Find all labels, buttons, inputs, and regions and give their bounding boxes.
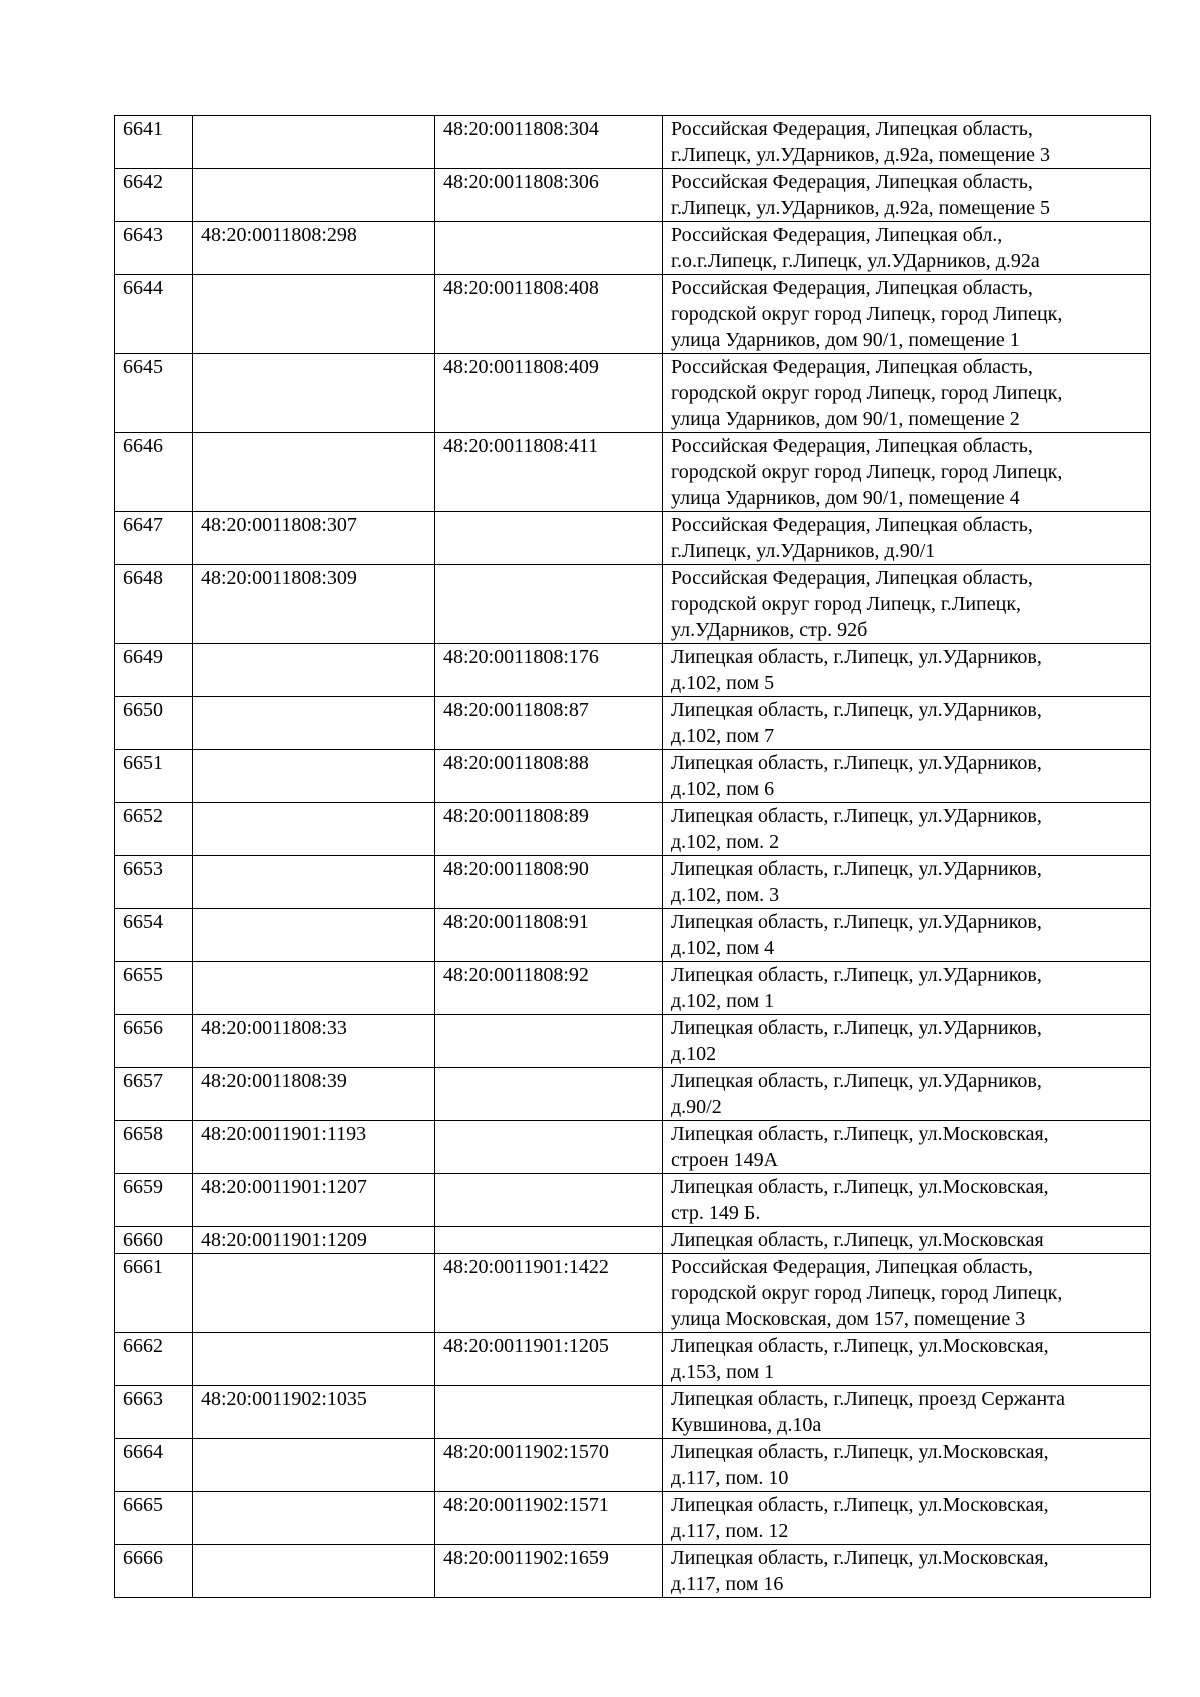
cadastral-number-cell xyxy=(193,909,435,962)
premises-cadastral-number-cell: 48:20:0011808:409 xyxy=(435,354,663,433)
row-number-cell: 6665 xyxy=(115,1492,193,1545)
address-cell: Российская Федерация, Липецкая область, г.Липецк, ул.УДарников, д.90/1 xyxy=(663,512,1151,565)
table-row xyxy=(115,512,1151,565)
cadastral-number-cell: 48:20:0011902:1035 xyxy=(193,1386,435,1439)
address-cell: Липецкая область, г.Липецк, ул.УДарников, д.102, пом 6 xyxy=(663,750,1151,803)
table-row xyxy=(115,697,1151,750)
table-row xyxy=(115,1545,1151,1598)
row-number-cell: 6658 xyxy=(115,1121,193,1174)
table-row xyxy=(115,116,1151,169)
premises-cadastral-number-cell xyxy=(435,1121,663,1174)
table-row xyxy=(115,1068,1151,1121)
address-cell: Российская Федерация, Липецкая область, г.Липецк, ул.УДарников, д.92а, помещение 3 xyxy=(663,116,1151,169)
document-page xyxy=(114,115,1150,1598)
table-row xyxy=(115,1174,1151,1227)
address-cell: Липецкая область, г.Липецк, ул.УДарников, д.102 xyxy=(663,1015,1151,1068)
address-cell: Липецкая область, г.Липецк, ул.УДарников, д.102, пом 1 xyxy=(663,962,1151,1015)
address-cell: Липецкая область, г.Липецк, ул.Московская, стр. 149 Б. xyxy=(663,1174,1151,1227)
row-number-cell: 6663 xyxy=(115,1386,193,1439)
table-row xyxy=(115,1254,1151,1333)
table-row xyxy=(115,1121,1151,1174)
address-cell: Липецкая область, г.Липецк, ул.Московская, д.117, пом 16 xyxy=(663,1545,1151,1598)
address-cell: Липецкая область, г.Липецк, ул.Московская, д.117, пом. 12 xyxy=(663,1492,1151,1545)
cadastral-number-cell xyxy=(193,275,435,354)
address-cell: Российская Федерация, Липецкая область, городской округ город Липецк, город Липецк, улица Ударников, дом 90/1, помещение 4 xyxy=(663,433,1151,512)
table-row xyxy=(115,222,1151,275)
address-cell: Липецкая область, г.Липецк, ул.УДарников, д.102, пом 5 xyxy=(663,644,1151,697)
row-number-cell: 6654 xyxy=(115,909,193,962)
row-number-cell: 6656 xyxy=(115,1015,193,1068)
table-row xyxy=(115,803,1151,856)
cadastral-number-cell xyxy=(193,354,435,433)
cadastral-number-cell xyxy=(193,644,435,697)
premises-cadastral-number-cell xyxy=(435,1386,663,1439)
row-number-cell: 6649 xyxy=(115,644,193,697)
premises-cadastral-number-cell: 48:20:0011808:88 xyxy=(435,750,663,803)
row-number-cell: 6641 xyxy=(115,116,193,169)
premises-cadastral-number-cell: 48:20:0011808:176 xyxy=(435,644,663,697)
premises-cadastral-number-cell xyxy=(435,512,663,565)
address-cell: Липецкая область, г.Липецк, проезд Сержанта Кувшинова, д.10а xyxy=(663,1386,1151,1439)
premises-cadastral-number-cell xyxy=(435,1015,663,1068)
table-row xyxy=(115,169,1151,222)
table-row xyxy=(115,962,1151,1015)
table-row xyxy=(115,1492,1151,1545)
row-number-cell: 6660 xyxy=(115,1227,193,1254)
premises-cadastral-number-cell xyxy=(435,565,663,644)
address-cell: Липецкая область, г.Липецк, ул.УДарников, д.102, пом 4 xyxy=(663,909,1151,962)
address-cell: Липецкая область, г.Липецк, ул.УДарников, д.102, пом. 2 xyxy=(663,803,1151,856)
premises-cadastral-number-cell: 48:20:0011901:1205 xyxy=(435,1333,663,1386)
cadastral-number-cell: 48:20:0011808:33 xyxy=(193,1015,435,1068)
address-cell: Липецкая область, г.Липецк, ул.Московская, д.117, пом. 10 xyxy=(663,1439,1151,1492)
cadastral-number-cell xyxy=(193,1545,435,1598)
cadastral-number-cell xyxy=(193,697,435,750)
table-body xyxy=(115,116,1151,1598)
premises-cadastral-number-cell: 48:20:0011808:91 xyxy=(435,909,663,962)
cadastral-number-cell: 48:20:0011808:39 xyxy=(193,1068,435,1121)
cadastral-number-cell xyxy=(193,750,435,803)
row-number-cell: 6651 xyxy=(115,750,193,803)
table-row xyxy=(115,1333,1151,1386)
address-cell: Липецкая область, г.Липецк, ул.УДарников, д.90/2 xyxy=(663,1068,1151,1121)
table-row xyxy=(115,1386,1151,1439)
premises-cadastral-number-cell: 48:20:0011808:89 xyxy=(435,803,663,856)
cadastral-number-cell xyxy=(193,1333,435,1386)
table-row xyxy=(115,856,1151,909)
cadastral-number-cell xyxy=(193,962,435,1015)
row-number-cell: 6643 xyxy=(115,222,193,275)
row-number-cell: 6647 xyxy=(115,512,193,565)
row-number-cell: 6646 xyxy=(115,433,193,512)
premises-cadastral-number-cell: 48:20:0011902:1570 xyxy=(435,1439,663,1492)
premises-cadastral-number-cell xyxy=(435,1227,663,1254)
row-number-cell: 6666 xyxy=(115,1545,193,1598)
table-row xyxy=(115,565,1151,644)
row-number-cell: 6648 xyxy=(115,565,193,644)
row-number-cell: 6662 xyxy=(115,1333,193,1386)
address-cell: Липецкая область, г.Липецк, ул.УДарников, д.102, пом 7 xyxy=(663,697,1151,750)
address-cell: Российская Федерация, Липецкая область, городской округ город Липецк, город Липецк, улица Московская, дом 157, помещение 3 xyxy=(663,1254,1151,1333)
cadastral-number-cell xyxy=(193,1439,435,1492)
row-number-cell: 6644 xyxy=(115,275,193,354)
premises-cadastral-number-cell: 48:20:0011902:1571 xyxy=(435,1492,663,1545)
table-row xyxy=(115,1227,1151,1254)
row-number-cell: 6645 xyxy=(115,354,193,433)
premises-cadastral-number-cell xyxy=(435,222,663,275)
address-cell: Липецкая область, г.Липецк, ул.Московская, строен 149А xyxy=(663,1121,1151,1174)
row-number-cell: 6652 xyxy=(115,803,193,856)
table-row xyxy=(115,433,1151,512)
cadastral-number-cell: 48:20:0011808:298 xyxy=(193,222,435,275)
premises-cadastral-number-cell xyxy=(435,1068,663,1121)
table-row xyxy=(115,354,1151,433)
address-cell: Российская Федерация, Липецкая область, городской округ город Липецк, город Липецк, улица Ударников, дом 90/1, помещение 1 xyxy=(663,275,1151,354)
cadastral-number-cell: 48:20:0011901:1209 xyxy=(193,1227,435,1254)
table-row xyxy=(115,750,1151,803)
cadastral-number-cell xyxy=(193,1254,435,1333)
row-number-cell: 6650 xyxy=(115,697,193,750)
address-cell: Российская Федерация, Липецкая область, городской округ город Липецк, г.Липецк, ул.УДарников, стр. 92б xyxy=(663,565,1151,644)
row-number-cell: 6642 xyxy=(115,169,193,222)
premises-cadastral-number-cell: 48:20:0011808:304 xyxy=(435,116,663,169)
cadastral-number-cell xyxy=(193,803,435,856)
address-cell: Российская Федерация, Липецкая обл., г.о.г.Липецк, г.Липецк, ул.УДарников, д.92а xyxy=(663,222,1151,275)
premises-cadastral-number-cell: 48:20:0011902:1659 xyxy=(435,1545,663,1598)
address-cell: Липецкая область, г.Липецк, ул.Московская, д.153, пом 1 xyxy=(663,1333,1151,1386)
premises-cadastral-number-cell: 48:20:0011808:90 xyxy=(435,856,663,909)
row-number-cell: 6655 xyxy=(115,962,193,1015)
cadastral-number-cell: 48:20:0011901:1193 xyxy=(193,1121,435,1174)
row-number-cell: 6661 xyxy=(115,1254,193,1333)
cadastral-number-cell: 48:20:0011808:307 xyxy=(193,512,435,565)
cadastral-number-cell xyxy=(193,433,435,512)
address-cell: Российская Федерация, Липецкая область, городской округ город Липецк, город Липецк, улица Ударников, дом 90/1, помещение 2 xyxy=(663,354,1151,433)
table-row xyxy=(115,644,1151,697)
row-number-cell: 6657 xyxy=(115,1068,193,1121)
row-number-cell: 6653 xyxy=(115,856,193,909)
premises-cadastral-number-cell xyxy=(435,1174,663,1227)
cadastral-number-cell xyxy=(193,169,435,222)
premises-cadastral-number-cell: 48:20:0011901:1422 xyxy=(435,1254,663,1333)
premises-cadastral-number-cell: 48:20:0011808:87 xyxy=(435,697,663,750)
table-row xyxy=(115,909,1151,962)
cadastral-number-cell xyxy=(193,1492,435,1545)
table-row xyxy=(115,1015,1151,1068)
address-cell: Российская Федерация, Липецкая область, г.Липецк, ул.УДарников, д.92а, помещение 5 xyxy=(663,169,1151,222)
cadastral-number-cell xyxy=(193,856,435,909)
address-cell: Липецкая область, г.Липецк, ул.УДарников, д.102, пом. 3 xyxy=(663,856,1151,909)
cadastral-number-cell: 48:20:0011808:309 xyxy=(193,565,435,644)
premises-cadastral-number-cell: 48:20:0011808:411 xyxy=(435,433,663,512)
row-number-cell: 6664 xyxy=(115,1439,193,1492)
premises-cadastral-number-cell: 48:20:0011808:306 xyxy=(435,169,663,222)
row-number-cell: 6659 xyxy=(115,1174,193,1227)
table-row xyxy=(115,1439,1151,1492)
premises-cadastral-number-cell: 48:20:0011808:408 xyxy=(435,275,663,354)
cadastral-number-cell xyxy=(193,116,435,169)
address-cell: Липецкая область, г.Липецк, ул.Московская xyxy=(663,1227,1151,1254)
property-table xyxy=(114,115,1151,1598)
cadastral-number-cell: 48:20:0011901:1207 xyxy=(193,1174,435,1227)
premises-cadastral-number-cell: 48:20:0011808:92 xyxy=(435,962,663,1015)
table-row xyxy=(115,275,1151,354)
